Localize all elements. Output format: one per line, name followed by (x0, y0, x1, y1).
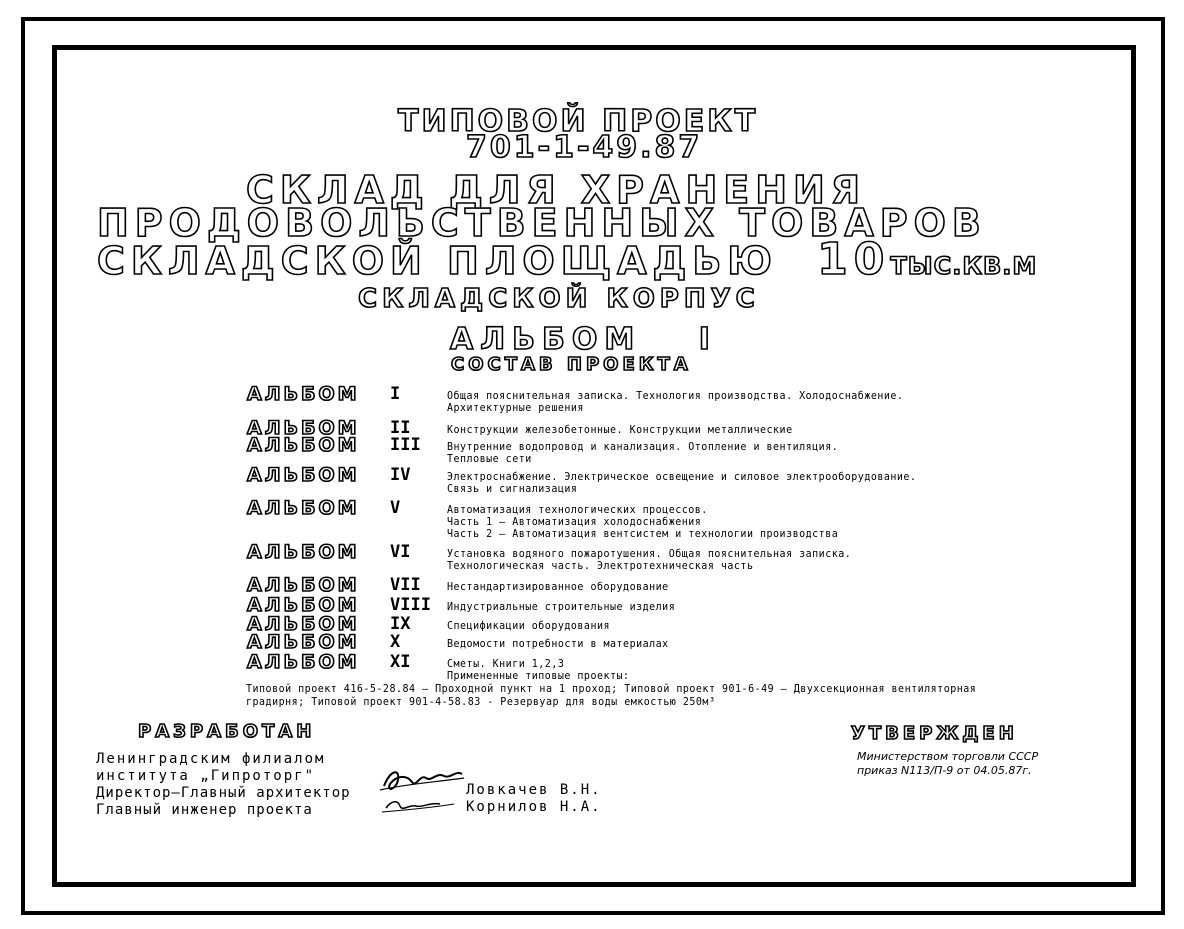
album-description-line: Связь и сигнализация (447, 483, 578, 496)
title-line-3-unit: ТЫС.КВ.М (890, 252, 1038, 280)
album-roman-numeral: IX (390, 614, 411, 634)
developed-line-4: Главный инженер проекта (96, 802, 313, 818)
album-roman-numeral: III (390, 435, 421, 455)
approved-line-2: приказ N113/П-9 от 04.05.87г. (857, 764, 1032, 777)
album-description-line: Установка водяного пожаротушения. Общая пояснительная записка. (447, 548, 852, 561)
album-roman-numeral: VI (390, 542, 411, 562)
title-line-3 (97, 234, 1037, 285)
signature-icon (376, 764, 466, 820)
album-label: АЛЬБОМ (247, 497, 360, 519)
album-description-line: Электроснабжение. Электрическое освещение и силовое электрооборудование. (447, 471, 917, 484)
album-label: АЛЬБОМ (247, 594, 360, 616)
album-roman-numeral: II (390, 418, 411, 438)
album-roman-numeral: I (390, 384, 401, 404)
album-description-line: Тепловые сети (447, 453, 532, 466)
project-number: 701-1-49.87 (466, 130, 703, 165)
applied-projects-line-2: градирня; Типовой проект 901-4-58.83 - Резервуар для воды емкостью 250м³ (246, 696, 716, 709)
album-roman-numeral: X (390, 632, 401, 652)
album-label: АЛЬБОМ (247, 541, 360, 563)
developed-line-1: Ленинградским филиалом (96, 751, 326, 767)
album-label: АЛЬБОМ (247, 434, 360, 456)
applied-projects-line-1: Типовой проект 416-5-28.84 – Проходной пункт на 1 проход; Типовой проект 901-6-49 – Двухсекционная вентиляторная (246, 683, 977, 696)
approved-heading: УТВЕРЖДЕН (851, 723, 1018, 744)
album-description-line: Сметы. Книги 1,2,3 (447, 658, 565, 671)
album-roman-numeral: VIII (390, 595, 431, 615)
album-label: АЛЬБОМ (247, 464, 360, 486)
album-description-line: Спецификации оборудования (447, 620, 611, 633)
name-2: Корнилов Н.А. (466, 799, 602, 815)
album-label: АЛЬБОМ (247, 574, 360, 596)
album-label: АЛЬБОМ (247, 613, 360, 635)
approved-line-1: Министерством торговли СССР (857, 750, 1039, 763)
album-description-line: Часть 2 – Автоматизация вентсистем и технологии производства (447, 528, 839, 541)
album-heading (450, 322, 717, 357)
album-label: АЛЬБОМ (247, 631, 360, 653)
album-description-line: Часть 1 – Автоматизация холодоснабжения (447, 516, 702, 529)
album-label: АЛЬБОМ (247, 417, 360, 439)
album-description-line: Общая пояснительная записка. Технология производства. Холодоснабжение. (447, 390, 904, 403)
project-type: ТИПОВОЙ ПРОЕКТ (398, 104, 759, 139)
album-description-line: Архитектурные решения (447, 402, 584, 415)
developed-line-2: института „Гипроторг" (96, 768, 316, 784)
name-1: Ловкачев В.Н. (466, 782, 602, 798)
album-description-line: Внутренние водопровод и канализация. Отопление и вентиляция. (447, 441, 839, 454)
album-roman-numeral: IV (390, 465, 411, 485)
title-line-3-number: 10 (817, 234, 891, 285)
title-line-1: СКЛАД ДЛЯ ХРАНЕНИЯ (246, 168, 867, 212)
album-roman-numeral: XI (390, 652, 411, 672)
album-description-line: Конструкции железобетонные. Конструкции металлические (447, 424, 793, 437)
title-line-2: ПРОДОВОЛЬСТВЕННЫХ ТОВАРОВ (97, 201, 987, 245)
album-description-line: Индустриальные строительные изделия (447, 601, 676, 614)
album-label: АЛЬБОМ (247, 651, 360, 673)
album-description-line: Автоматизация технологических процессов. (447, 504, 708, 517)
album-heading-number: I (698, 322, 717, 357)
album-description-line: Ведомости потребности в материалах (447, 638, 669, 651)
applied-projects-heading: Примененные типовые проекты: (447, 670, 630, 683)
contents-heading: СОСТАВ ПРОЕКТА (451, 354, 692, 375)
developed-heading: РАЗРАБОТАН (138, 721, 316, 742)
title-line-3-main: СКЛАДСКОЙ ПЛОЩАДЬЮ (97, 239, 778, 283)
developed-line-3: Директор–Главный архитектор (96, 785, 351, 801)
album-heading-label: АЛЬБОМ (450, 322, 642, 357)
album-roman-numeral: VII (390, 575, 421, 595)
album-description-line: Технологическая часть. Электротехническая часть (447, 560, 754, 573)
album-roman-numeral: V (390, 498, 401, 518)
album-description-line: Нестандартизированное оборудование (447, 581, 669, 594)
subtitle: СКЛАДСКОЙ КОРПУС (358, 284, 760, 314)
album-label: АЛЬБОМ (247, 383, 360, 405)
